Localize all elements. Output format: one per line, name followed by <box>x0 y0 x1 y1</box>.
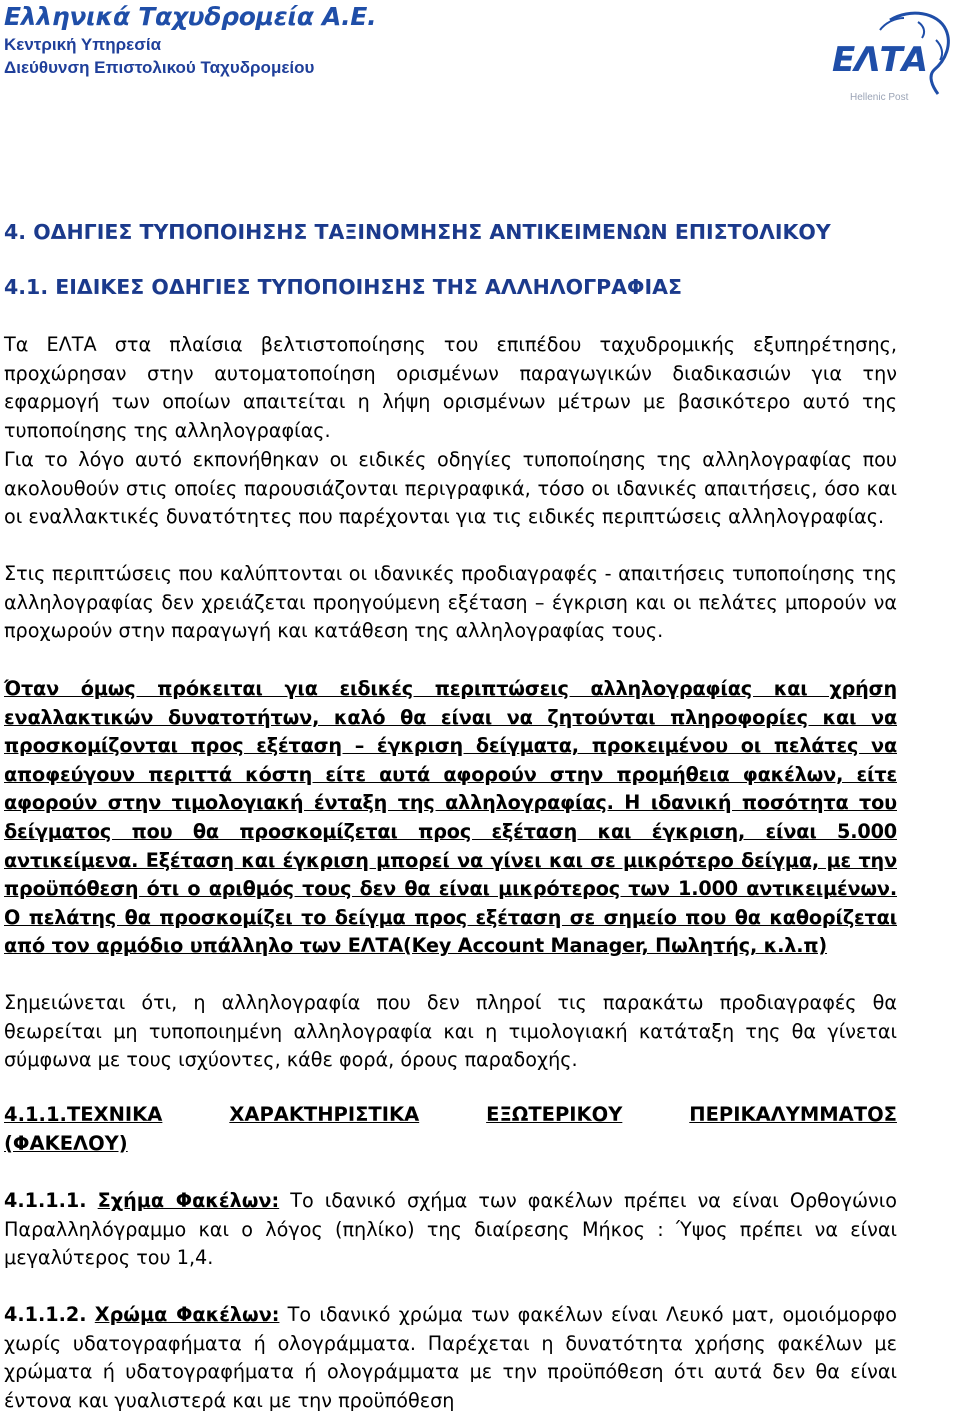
paragraph-3: Στις περιπτώσεις που καλύπτονται οι ιδανικές προδιαγραφές - απαιτήσεις τυποποίησης της αλληλογραφίας δεν χρειάζεται προηγούμενη εξέταση – έγκριση και οι πελάτες μπορούν να προχωρούν στην παραγωγή και κατάθεση της αλληλογραφίας τους. <box>4 562 897 643</box>
section-word-4: ΠΕΡΙΚΑΛΥΜΜΑΤΟΣ <box>689 1103 897 1126</box>
subsection-4-1-1-1 <box>4 1187 897 1273</box>
subsection-label: Χρώμα Φακέλων: <box>94 1303 280 1326</box>
subsection-text: Το ιδανικό χρώμα των φακέλων είναι Λευκό ματ, ομοιόμορφο χωρίς υδατογραφήματα ή ολογράμματα. Παρέχεται η δυνατότητα χρήσης φακέλων με χρώματα ή υδατογραφήματα ή ολογράμματα με την προϋπόθεση ότι αυτά δεν θα είναι έντονα και γυαλιστερά και με την προϋπόθεση <box>4 1303 897 1412</box>
section-word-3: ΕΞΩΤΕΡΙΚΟΥ <box>486 1103 623 1126</box>
section-4-1-1-title <box>4 1100 897 1158</box>
section-word-2: ΧΑΡΑΚΤΗΡΙΣΤΙΚΑ <box>229 1103 420 1126</box>
subsection-label: Σχήμα Φακέλων: <box>97 1189 280 1212</box>
paragraph-5: Σημειώνεται ότι, η αλληλογραφία που δεν πληροί τις παρακάτω προδιαγραφές θα θεωρείται μη τυποποιημένη αλληλογραφία και η τιμολογιακή κατάταξη της θα γίνεται σύμφωνα με τους ισχύοντες, κάθε φορά, όρους παραδοχής. <box>4 991 897 1072</box>
hq-line: Κεντρική Υπηρεσία <box>4 35 162 54</box>
elta-logo <box>820 0 956 112</box>
subsection-number: 4.1.1.2. <box>4 1303 87 1326</box>
logo-tagline: Hellenic Post <box>850 92 909 103</box>
subsection-4-1-1-2 <box>4 1301 897 1415</box>
paragraph-2: Για το λόγο αυτό εκπονήθηκαν οι ειδικές οδηγίες τυποποίησης της αλληλογραφίας που ακολουθούν στις οποίες παρουσιάζονται περιγραφικά, τόσο οι ιδανικές απαιτήσεις, όσο και οι εναλλακτικές δυνατότητες που παρέχονται για τις ειδικές περιπτώσεις αλληλογραφίας. <box>4 448 897 529</box>
brand-title: Ελληνικά Ταχυδρομεία Α.Ε. <box>4 2 377 31</box>
subsection-text: Το ιδανικό σχήμα των φακέλων πρέπει να είναι Ορθογώνιο Παραλληλόγραμμο και ο λόγος (πηλίκο) της διαίρεσης Μήκος : Ύψος πρέπει να είναι μεγαλύτερος του 1,4. <box>4 1189 897 1270</box>
heading-1: 4. ΟΔΗΓΙΕΣ ΤΥΠΟΠΟΙΗΣΗΣ ΤΑΞΙΝΟΜΗΣΗΣ ΑΝΤΙΚΕΙΜΕΝΩΝ ΕΠΙΣΤΟΛΙΚΟΥ <box>4 220 831 244</box>
paragraph-4-emphasis: Όταν όμως πρόκειται για ειδικές περιπτώσεις αλληλογραφίας και χρήση εναλλακτικών δυνατοτήτων, καλό θα είναι να ζητούνται πληροφορίες και να προσκομίζονται προς εξέταση – έγκριση δείγματα, προκειμένου οι πελάτες να αποφεύγουν περιττά κόστη είτε αυτά αφορούν στην προμήθεια φακέλων, είτε αφορούν στην τιμολογιακή ένταξη της αλληλογραφίας. Η ιδανική ποσότητα του δείγματος που θα προσκομίζεται προς εξέταση και έγκριση, είναι 5.000 αντικείμενα. Εξέταση και έγκριση μπορεί να γίνει και σε μικρότερο δείγμα, με την προϋπόθεση ότι ο αριθμός τους δεν θα είναι μικρότερος των 1.000 αντικειμένων. Ο πελάτης θα προσκομίζει το δείγμα προς εξέταση σε σημείο που θα καθορίζεται από τον αρμόδιο υπάλληλο των ΕΛΤΑ(Key Account Manager, Πωλητής, κ.λ.π) <box>4 677 897 958</box>
department-line: Διεύθυνση Επιστολικού Ταχυδρομείου <box>4 58 315 77</box>
heading-2: 4.1. ΕΙΔΙΚΕΣ ΟΔΗΓΙΕΣ ΤΥΠΟΠΟΙΗΣΗΣ ΤΗΣ ΑΛΛΗΛΟΓΡΑΦΙΑΣ <box>4 275 682 299</box>
section-number: 4.1.1. <box>4 1103 67 1126</box>
paragraph-1: Τα ΕΛΤΑ στα πλαίσια βελτιστοποίησης του επιπέδου ταχυδρομικής εξυπηρέτησης, προχώρησαν στην αυτοματοποίηση ορισμένων παραγωγικών διαδικασιών για την εφαρμογή των οποίων απαιτείται η λήψη ορισμένων μέτρων με βασικότερο αυτό της τυποποίησης της αλληλογραφίας. <box>4 333 897 442</box>
subsection-number: 4.1.1.1. <box>4 1189 87 1212</box>
section-title-line-2: (ΦΑΚΕΛΟΥ) <box>4 1132 128 1155</box>
section-word-1: ΤΕΧΝΙΚΑ <box>66 1103 163 1126</box>
logo-wordmark: ΕΛΤΑ <box>832 40 928 80</box>
